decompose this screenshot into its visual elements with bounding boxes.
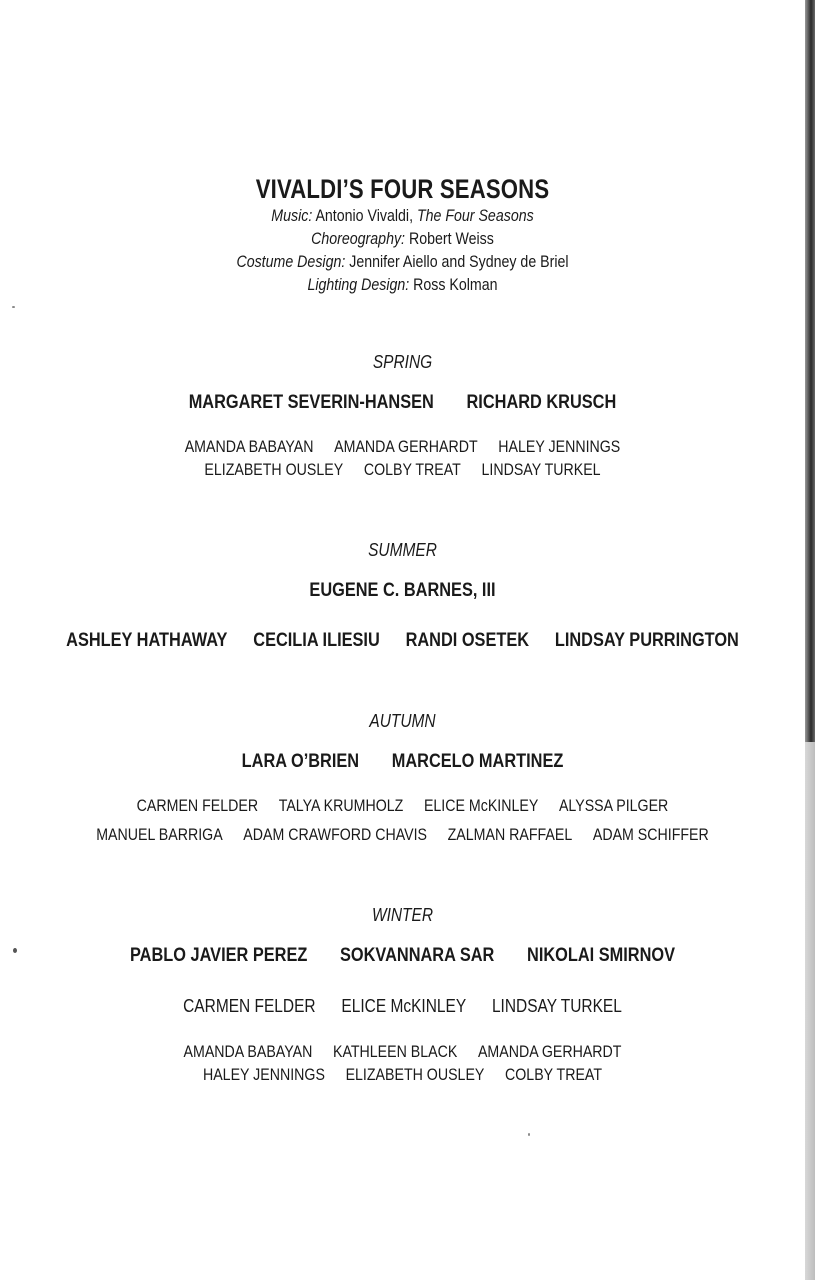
featured-dancer: LINDSAY PURRINGTON [554, 630, 739, 651]
lead-dancer: MARCELO MARTINEZ [391, 751, 564, 772]
featured-dancer: ASHLEY HATHAWAY [66, 630, 228, 651]
ensemble-dancer: ZALMAN RAFFAEL [447, 826, 573, 844]
ensemble-dancer: CARMEN FELDER [136, 797, 259, 815]
page-edge-shadow [805, 0, 815, 1280]
summer-leads [56, 580, 748, 602]
choreography-name: Robert Weiss [408, 230, 494, 248]
season-heading-autumn: AUTUMN [369, 711, 436, 731]
season-heading-winter: WINTER [371, 905, 434, 925]
lead-dancer: EUGENE C. BARNES, III [309, 580, 496, 601]
ensemble-dancer: ELIZABETH OUSLEY [345, 1066, 485, 1084]
ensemble-dancer: LINDSAY TURKEL [481, 461, 601, 479]
ensemble-dancer: HALEY JENNINGS [202, 1066, 325, 1084]
ensemble-dancer: AMANDA BABAYAN [183, 1043, 313, 1061]
winter-soloists [56, 996, 748, 1017]
featured-dancer: CECILIA ILIESIU [253, 630, 380, 651]
lighting-credit [56, 276, 748, 295]
ensemble-dancer: TALYA KRUMHOLZ [278, 797, 404, 815]
summer-featured [56, 630, 748, 652]
ensemble-dancer: AMANDA GERHARDT [334, 438, 478, 456]
winter-ensemble-row-1 [56, 1043, 748, 1062]
ensemble-dancer: KATHLEEN BLACK [332, 1043, 458, 1061]
season-heading-spring: SPRING [372, 352, 433, 372]
spring-ensemble-row-2 [56, 461, 748, 480]
ensemble-dancer: ADAM CRAWFORD CHAVIS [243, 826, 427, 844]
scan-speck [528, 1133, 530, 1136]
ensemble-dancer: MANUEL BARRIGA [96, 826, 223, 844]
choreography-label: Choreography: [311, 230, 405, 248]
scan-speck [13, 948, 17, 953]
lead-dancer: RICHARD KRUSCH [466, 392, 617, 413]
soloist-dancer: LINDSAY TURKEL [491, 996, 622, 1016]
season-heading-summer: SUMMER [368, 540, 437, 560]
featured-dancer: RANDI OSETEK [405, 630, 530, 651]
spring-ensemble-row-1 [56, 438, 748, 457]
lead-dancer: PABLO JAVIER PEREZ [129, 945, 308, 966]
winter-ensemble-row-2 [56, 1066, 748, 1085]
ensemble-dancer: COLBY TREAT [505, 1066, 603, 1084]
choreography-credit [56, 230, 748, 249]
lighting-label: Lighting Design: [307, 276, 410, 294]
ensemble-dancer: HALEY JENNINGS [498, 438, 621, 456]
spring-leads [56, 392, 748, 414]
music-composer: Antonio Vivaldi, [315, 207, 414, 225]
scan-speck [12, 306, 15, 308]
autumn-ensemble-row-2 [56, 826, 748, 845]
costume-names: Jennifer Aiello and Sydney de Briel [349, 253, 569, 271]
ensemble-dancer: AMANDA BABAYAN [184, 438, 314, 456]
ensemble-dancer: COLBY TREAT [363, 461, 461, 479]
lead-dancer: SOKVANNARA SAR [340, 945, 495, 966]
music-credit [56, 207, 748, 226]
soloist-dancer: ELICE McKINLEY [341, 996, 467, 1016]
page-edge-light [805, 742, 815, 1280]
ensemble-dancer: ELICE McKINLEY [423, 797, 539, 815]
autumn-ensemble-row-1 [56, 797, 748, 816]
lighting-name: Ross Kolman [413, 276, 498, 294]
music-label: Music: [271, 207, 313, 225]
costume-credit [56, 253, 748, 272]
ensemble-dancer: AMANDA GERHARDT [477, 1043, 622, 1061]
costume-label: Costume Design: [236, 253, 346, 271]
music-work: The Four Seasons [416, 207, 534, 225]
lead-dancer: LARA O’BRIEN [241, 751, 360, 772]
ensemble-dancer: ADAM SCHIFFER [592, 826, 709, 844]
lead-dancer: NIKOLAI SMIRNOV [527, 945, 675, 966]
autumn-leads [56, 751, 748, 773]
ensemble-dancer: ELIZABETH OUSLEY [204, 461, 344, 479]
soloist-dancer: CARMEN FELDER [183, 996, 316, 1016]
lead-dancer: MARGARET SEVERIN-HANSEN [188, 392, 434, 413]
ensemble-dancer: ALYSSA PILGER [558, 797, 669, 815]
program-title: VIVALDI’S FOUR SEASONS [255, 174, 550, 204]
winter-leads [56, 945, 748, 967]
